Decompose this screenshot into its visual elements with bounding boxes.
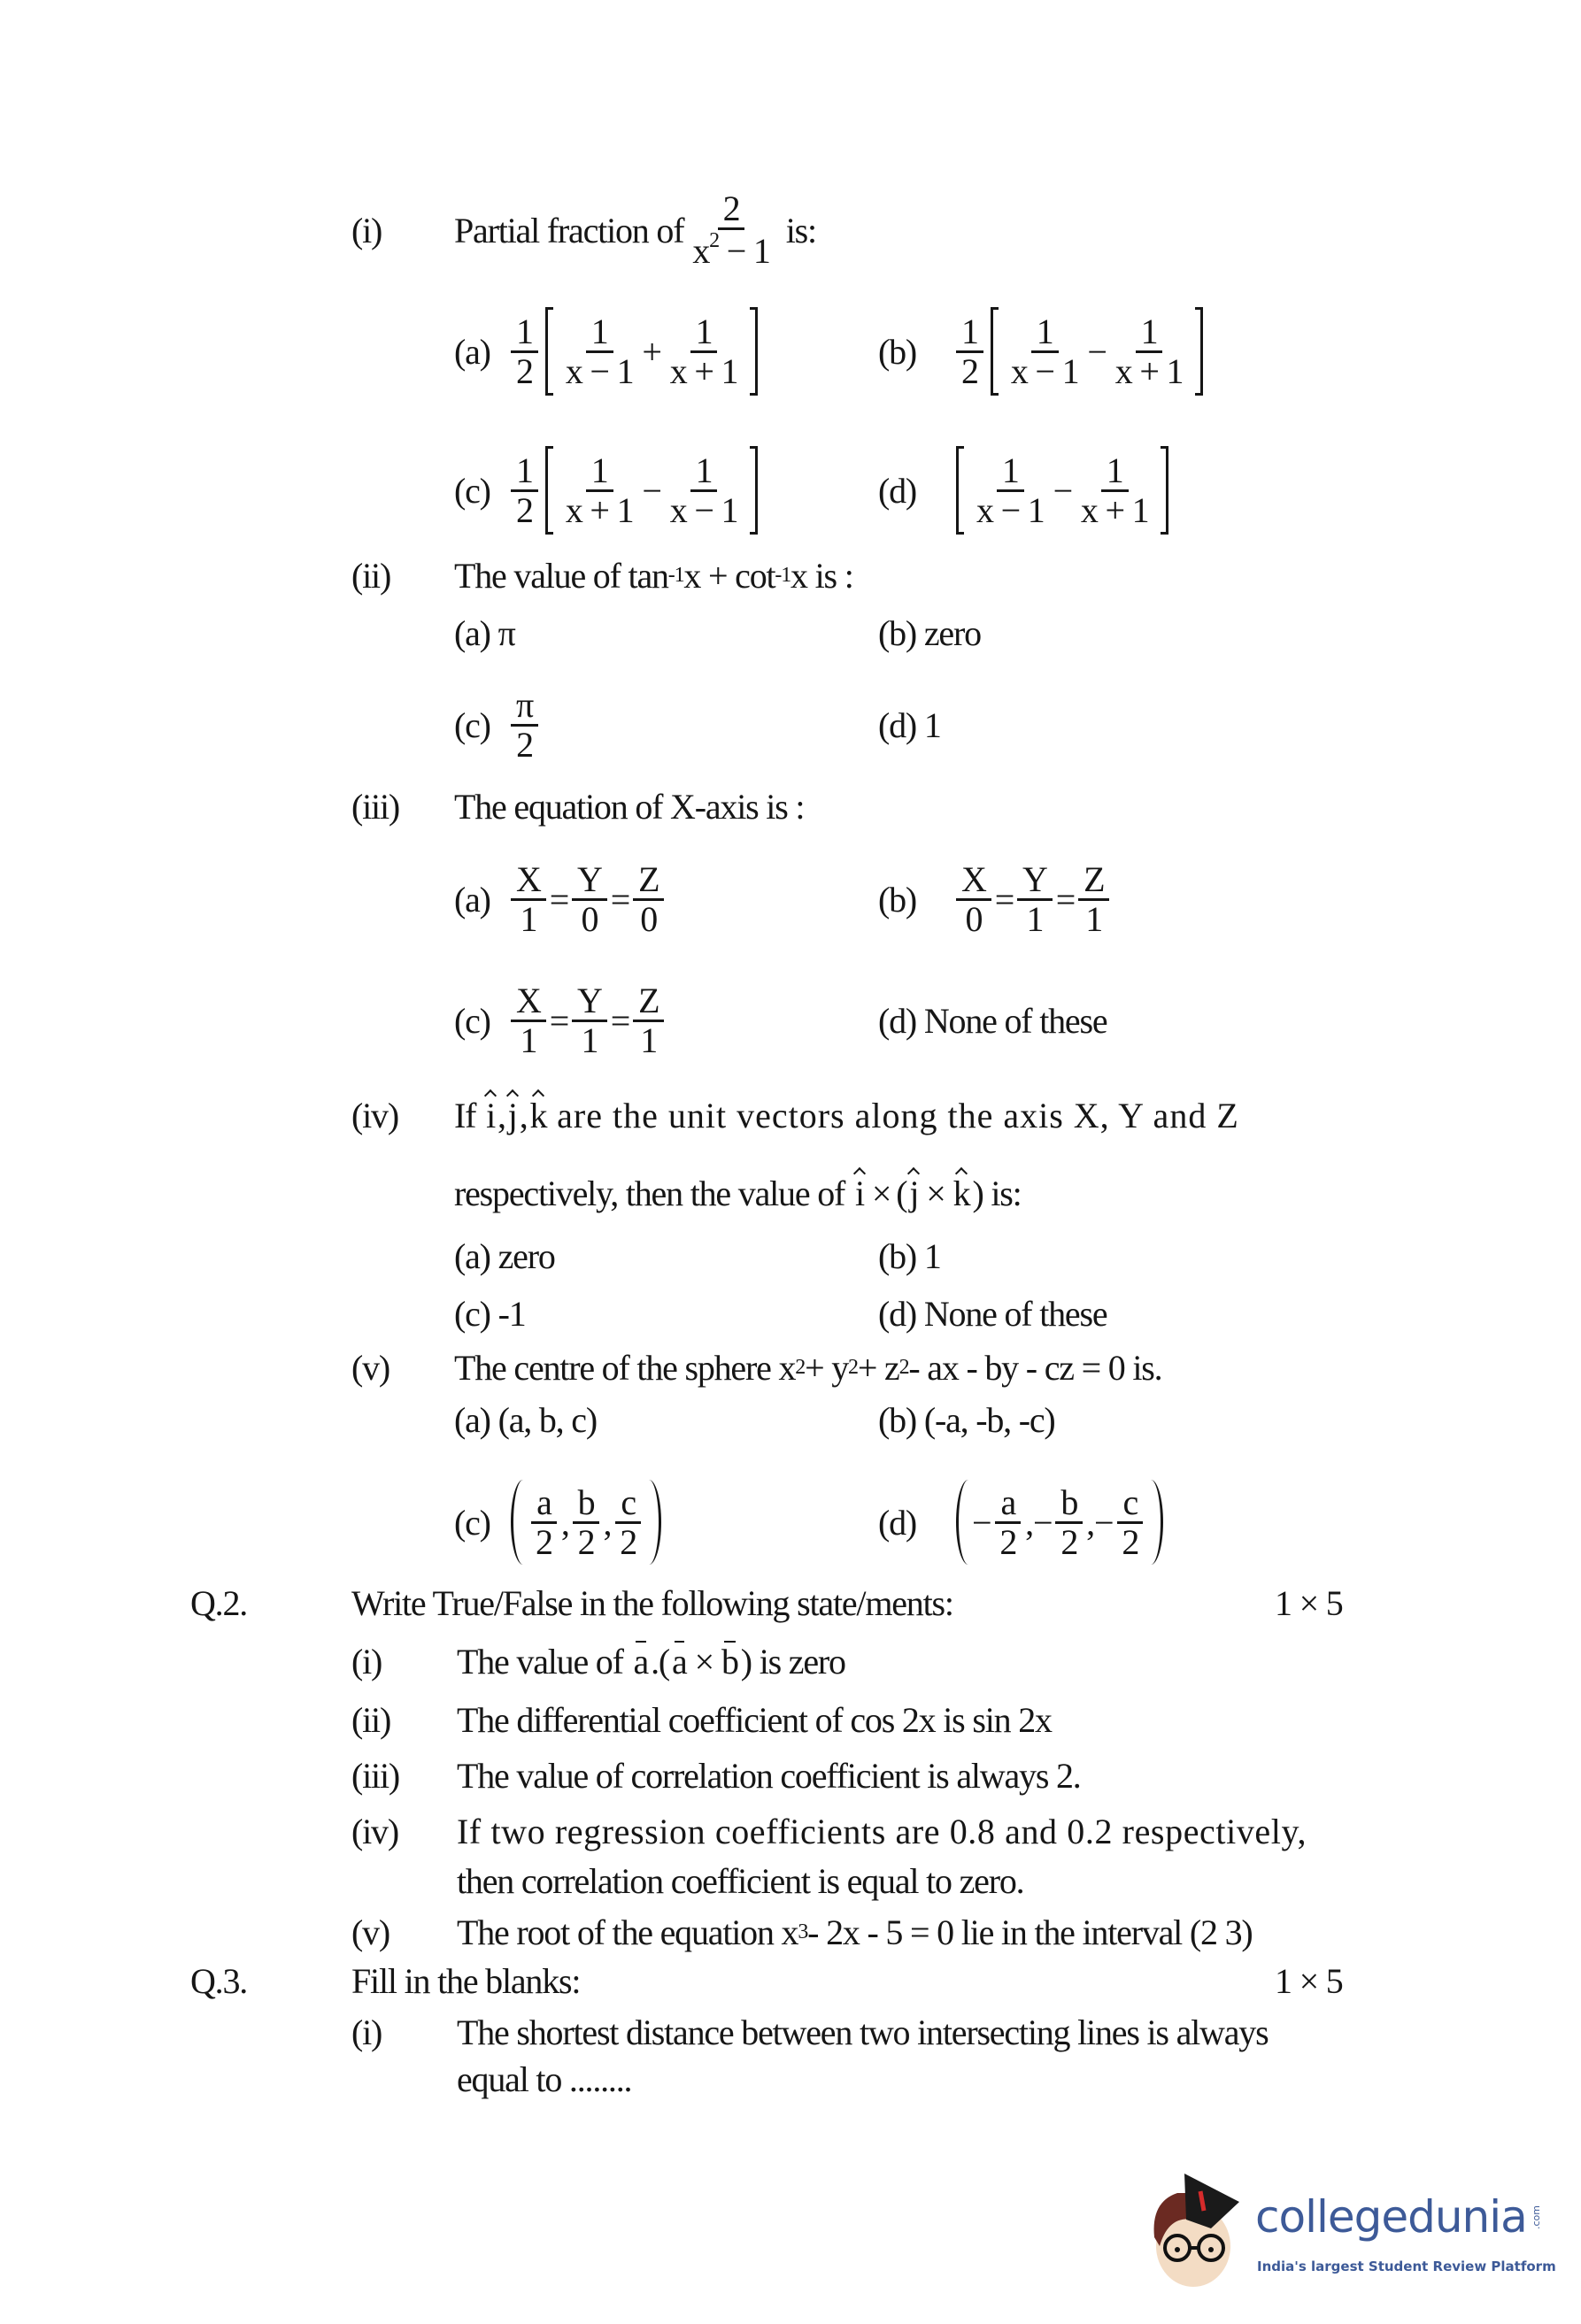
- denominator: x − 1: [976, 489, 1045, 530]
- question-number: Q.2.: [190, 1582, 248, 1623]
- option-d: (d) None of these: [878, 1000, 1107, 1041]
- statement-text: The value of: [457, 1641, 623, 1681]
- option-a: (a) (a, b, c): [454, 1399, 597, 1440]
- vector-b: b: [721, 1641, 738, 1681]
- unit-vector-j: j: [507, 1095, 517, 1135]
- option-label: (c): [454, 1502, 490, 1543]
- fraction: [511, 858, 546, 939]
- option-label: (a): [454, 331, 490, 372]
- blank-i: [351, 2005, 1268, 2059]
- numerator: X: [511, 982, 546, 1022]
- logo-domain: .com: [1530, 2205, 1542, 2229]
- numerator: Y: [572, 982, 607, 1022]
- option-d: (d) None of these: [878, 1293, 1107, 1334]
- question-1-i: [351, 173, 816, 288]
- fraction: [511, 982, 546, 1059]
- statement-i: (i) The value of a .( a × b ) is zero: [351, 1641, 845, 1681]
- exponent: 2: [795, 1355, 806, 1379]
- statement-text: The differential coefficient of cos 2x is sin 2x: [457, 1699, 1052, 1740]
- fraction: [1055, 1481, 1083, 1562]
- exponent: 3: [798, 1920, 808, 1943]
- fraction: [511, 684, 538, 765]
- numerator: 1: [690, 452, 718, 492]
- denominator: x + 1: [1080, 489, 1149, 530]
- coefficient: [956, 313, 983, 390]
- denominator: x − 1: [669, 489, 738, 530]
- operator: −: [1053, 470, 1072, 511]
- numerator: Y: [572, 861, 607, 901]
- fraction: [1006, 313, 1084, 390]
- fraction: [530, 1481, 558, 1562]
- option-d: [878, 433, 1172, 548]
- parenthesis-left: [956, 1480, 968, 1565]
- numerator: 1: [997, 452, 1024, 492]
- minus: −: [1093, 1502, 1114, 1543]
- fraction: [687, 190, 775, 270]
- denominator: 2: [536, 1521, 552, 1562]
- option-d: [878, 1465, 1167, 1580]
- question-text: is:: [991, 1173, 1022, 1213]
- question-text: If: [454, 1095, 476, 1135]
- denominator: 2: [577, 1521, 595, 1562]
- denominator: x − 1: [565, 350, 634, 391]
- exponent: -1: [775, 563, 791, 587]
- exponent: -1: [667, 563, 684, 587]
- denominator: 2: [516, 724, 533, 765]
- statement-iv: [351, 1805, 1307, 1858]
- numerator: Y: [1017, 861, 1053, 901]
- fraction: [665, 452, 744, 529]
- bracket-left: [956, 446, 964, 535]
- fraction: [572, 982, 607, 1059]
- unit-vector-j: j: [909, 1173, 919, 1213]
- option-a: (a) π: [454, 612, 515, 653]
- option-a: [454, 294, 761, 409]
- question-text-end: is:: [785, 210, 816, 250]
- numerator: X: [956, 861, 991, 901]
- question-text: + z: [857, 1347, 899, 1388]
- numerator: c: [1117, 1484, 1143, 1524]
- option-b: (b) zero: [878, 612, 981, 653]
- den-rest: − 1: [718, 231, 770, 271]
- option-c: (c) -1: [454, 1293, 526, 1334]
- fraction: [1076, 452, 1154, 529]
- option-label: (d): [878, 1502, 917, 1543]
- numerator: 1: [1031, 313, 1059, 353]
- question-title: Fill in the blanks:: [351, 1960, 581, 2001]
- exponent: 2: [709, 229, 719, 252]
- denominator: x + 1: [565, 489, 634, 530]
- numerator: 1: [956, 313, 983, 353]
- option-d: (d) 1: [878, 704, 941, 745]
- unit-vector-i: i: [486, 1095, 495, 1135]
- denominator: x + 1: [1114, 350, 1184, 391]
- denominator: 1: [520, 898, 537, 939]
- denominator: 1: [581, 1020, 598, 1060]
- item-label: (i): [351, 2012, 382, 2052]
- unit-vector-i: i: [854, 1173, 864, 1213]
- numerator: 1: [511, 452, 538, 492]
- statement-text-cont: equal to ........: [457, 2059, 632, 2099]
- statement-text: The shortest distance between two intersecting lines is always: [457, 2012, 1269, 2052]
- option-a: (a) zero: [454, 1235, 555, 1276]
- fraction: [560, 313, 639, 390]
- denominator: 1: [1085, 898, 1103, 939]
- item-label: (iii): [351, 786, 399, 827]
- minus: −: [1032, 1502, 1053, 1543]
- statement-text: If two regression coefficients are 0.8 and 0.2 respectively,: [457, 1811, 1307, 1851]
- option-label: (c): [454, 704, 490, 745]
- comma: ,: [560, 1502, 569, 1543]
- option-b: (b) $\frac{X}{0}$ = $\frac{Y}{1}$ = $\frac{Z}{1}$: [878, 842, 1113, 957]
- exponent: 2: [848, 1355, 858, 1379]
- fraction: [994, 1481, 1022, 1562]
- item-label: (iv): [351, 1095, 398, 1135]
- statement-text: - 2x - 5 = 0 lie in the interval (2 3): [807, 1912, 1253, 1952]
- question-text: The value of tan: [454, 555, 668, 596]
- fraction: [1078, 858, 1109, 939]
- numerator: 1: [1101, 452, 1129, 492]
- unit-vector-k: k: [529, 1095, 547, 1135]
- coefficient: [511, 452, 538, 529]
- fraction: [1116, 1481, 1144, 1562]
- item-label: (v): [351, 1912, 390, 1952]
- question-2-header: [190, 1576, 953, 1629]
- unit-vector-k: k: [952, 1173, 970, 1213]
- operator: −: [1087, 331, 1107, 372]
- mascot-icon: [1142, 2166, 1253, 2290]
- option-b: [878, 294, 1207, 409]
- marks: 1 × 5: [1275, 1960, 1343, 2001]
- fraction: [665, 313, 744, 390]
- item-label: (i): [351, 1641, 382, 1681]
- numerator: Z: [633, 861, 664, 901]
- numerator: Z: [633, 982, 664, 1022]
- fraction: [971, 452, 1050, 529]
- operator: −: [642, 470, 661, 511]
- question-1-v: [351, 1341, 1161, 1394]
- parenthesis-left: [511, 1480, 523, 1565]
- question-text: x + cot: [683, 555, 775, 596]
- question-number: Q.3.: [190, 1960, 248, 2001]
- numerator: X: [511, 861, 546, 901]
- numerator: 1: [690, 313, 718, 353]
- numerator: 2: [718, 190, 745, 230]
- denominator: 1: [640, 1020, 658, 1060]
- bracket-left: [545, 307, 553, 396]
- item-label: (iii): [351, 1755, 399, 1796]
- numerator: π: [511, 687, 538, 727]
- option-label: (c): [454, 1000, 490, 1041]
- option-c: [454, 667, 542, 782]
- comma: ,: [603, 1502, 612, 1543]
- exponent: 2: [898, 1355, 909, 1379]
- statement-text: The root of the equation x: [457, 1912, 798, 1952]
- denominator: 2: [999, 1521, 1017, 1562]
- question-text: The centre of the sphere x: [454, 1347, 796, 1388]
- question-1-ii: [351, 549, 853, 602]
- collegedunia-logo: [1142, 2166, 1576, 2290]
- item-label: (ii): [351, 555, 391, 596]
- operator: +: [642, 331, 661, 372]
- numerator: a: [531, 1484, 557, 1524]
- numerator: a: [995, 1484, 1021, 1524]
- question-text: The equation of X-axis is :: [454, 786, 805, 827]
- denominator: x + 1: [669, 350, 738, 391]
- denominator: 2: [1122, 1521, 1139, 1562]
- fraction: [573, 1481, 600, 1562]
- option-c: (c) $\frac{X}{1}$ = $\frac{Y}{1}$ = $\frac{Z}{1}$: [454, 963, 667, 1078]
- comma: ,: [1086, 1502, 1094, 1543]
- statement-text: The value of correlation coefficient is always 2.: [457, 1755, 1081, 1796]
- denominator: 2: [620, 1521, 637, 1562]
- item-label: (i): [351, 210, 382, 250]
- logo-tagline: India's largest Student Review Platform: [1257, 2259, 1556, 2274]
- statement-v: [351, 1905, 1253, 1958]
- numerator: Z: [1078, 861, 1109, 901]
- item-label: (iv): [351, 1811, 398, 1851]
- option-b: (b) (-a, -b, -c): [878, 1399, 1055, 1440]
- question-title: Write True/False in the following state/ments:: [351, 1582, 953, 1623]
- denominator: 2: [516, 489, 533, 530]
- numerator: 1: [511, 313, 538, 353]
- option-c: [454, 433, 761, 548]
- fraction: [956, 858, 991, 939]
- option-label: (d): [878, 470, 917, 511]
- statement-text-cont: then correlation coefficient is equal to zero.: [457, 1860, 1024, 1901]
- denominator: 2: [961, 350, 978, 391]
- question-text: x is :: [790, 555, 853, 596]
- option-a: (a) $\frac{X}{1}$ = $\frac{Y}{0}$ = $\frac{Z}{0}$: [454, 842, 667, 957]
- option-b: (b) 1: [878, 1235, 941, 1276]
- statement-ii: [351, 1693, 1052, 1746]
- denominator: x − 1: [1010, 350, 1079, 391]
- bracket-right: [750, 446, 758, 535]
- numerator: 1: [1136, 313, 1163, 353]
- fraction: [1017, 858, 1053, 939]
- fraction: [614, 1481, 642, 1562]
- bracket-right: [750, 307, 758, 396]
- denominator: 0: [581, 898, 598, 939]
- denominator: 1: [1026, 898, 1044, 939]
- numerator: b: [1055, 1484, 1083, 1524]
- bracket-left: [991, 307, 999, 396]
- denominator: 2: [516, 350, 533, 391]
- fraction: [1110, 313, 1189, 390]
- option-label: (b): [878, 879, 917, 920]
- question-1-iv: (iv) If i , j , k are the unit vectors along the axis X, Y and Z: [351, 1095, 1239, 1135]
- parenthesis-right: [649, 1480, 661, 1565]
- option-label: (b): [878, 331, 917, 372]
- question-text: + y: [805, 1347, 849, 1388]
- question-3-header: [190, 1954, 580, 2007]
- fraction: [560, 452, 639, 529]
- denominator: 0: [640, 898, 658, 939]
- logo-wordmark: collegedunia: [1255, 2191, 1527, 2243]
- item-label: (ii): [351, 1699, 391, 1740]
- numerator: b: [573, 1484, 600, 1524]
- bracket-left: [545, 446, 553, 535]
- marks: 1 × 5: [1275, 1582, 1343, 1623]
- denominator: 0: [965, 898, 983, 939]
- denominator: [687, 230, 775, 270]
- question-text: respectively, then the value of: [454, 1173, 845, 1213]
- item-label: (v): [351, 1347, 390, 1388]
- statement-iii: [351, 1749, 1081, 1802]
- fraction: [633, 858, 664, 939]
- option-label: (c): [454, 470, 490, 511]
- vector-a: a: [633, 1641, 649, 1681]
- parenthesis-right: [1151, 1480, 1163, 1565]
- minus: −: [972, 1502, 991, 1543]
- fraction: [633, 982, 664, 1059]
- fraction: [572, 858, 607, 939]
- coefficient: [511, 313, 538, 390]
- denominator: 1: [520, 1020, 537, 1060]
- bracket-right: [1161, 446, 1168, 535]
- numerator: 1: [586, 452, 613, 492]
- option-label: (a): [454, 879, 490, 920]
- comma: ,: [1025, 1502, 1033, 1543]
- bracket-right: [1195, 307, 1203, 396]
- option-c: [454, 1465, 665, 1580]
- statement-text: is zero: [759, 1641, 845, 1681]
- question-text: are the unit vectors along the axis X, Y and Z: [557, 1095, 1239, 1135]
- den-base: x: [692, 231, 710, 271]
- denominator: 2: [1060, 1521, 1078, 1562]
- question-text: - ax - by - cz = 0 is.: [908, 1347, 1162, 1388]
- vector-a: a: [672, 1641, 687, 1681]
- question-text: Partial fraction of: [454, 210, 684, 250]
- numerator: c: [615, 1484, 641, 1524]
- question-1-iii: [351, 780, 804, 833]
- question-1-iv-cont: respectively, then the value of i × ( j × k ) is:: [454, 1173, 1022, 1213]
- numerator: 1: [586, 313, 613, 353]
- logo-head: [1255, 2191, 1542, 2243]
